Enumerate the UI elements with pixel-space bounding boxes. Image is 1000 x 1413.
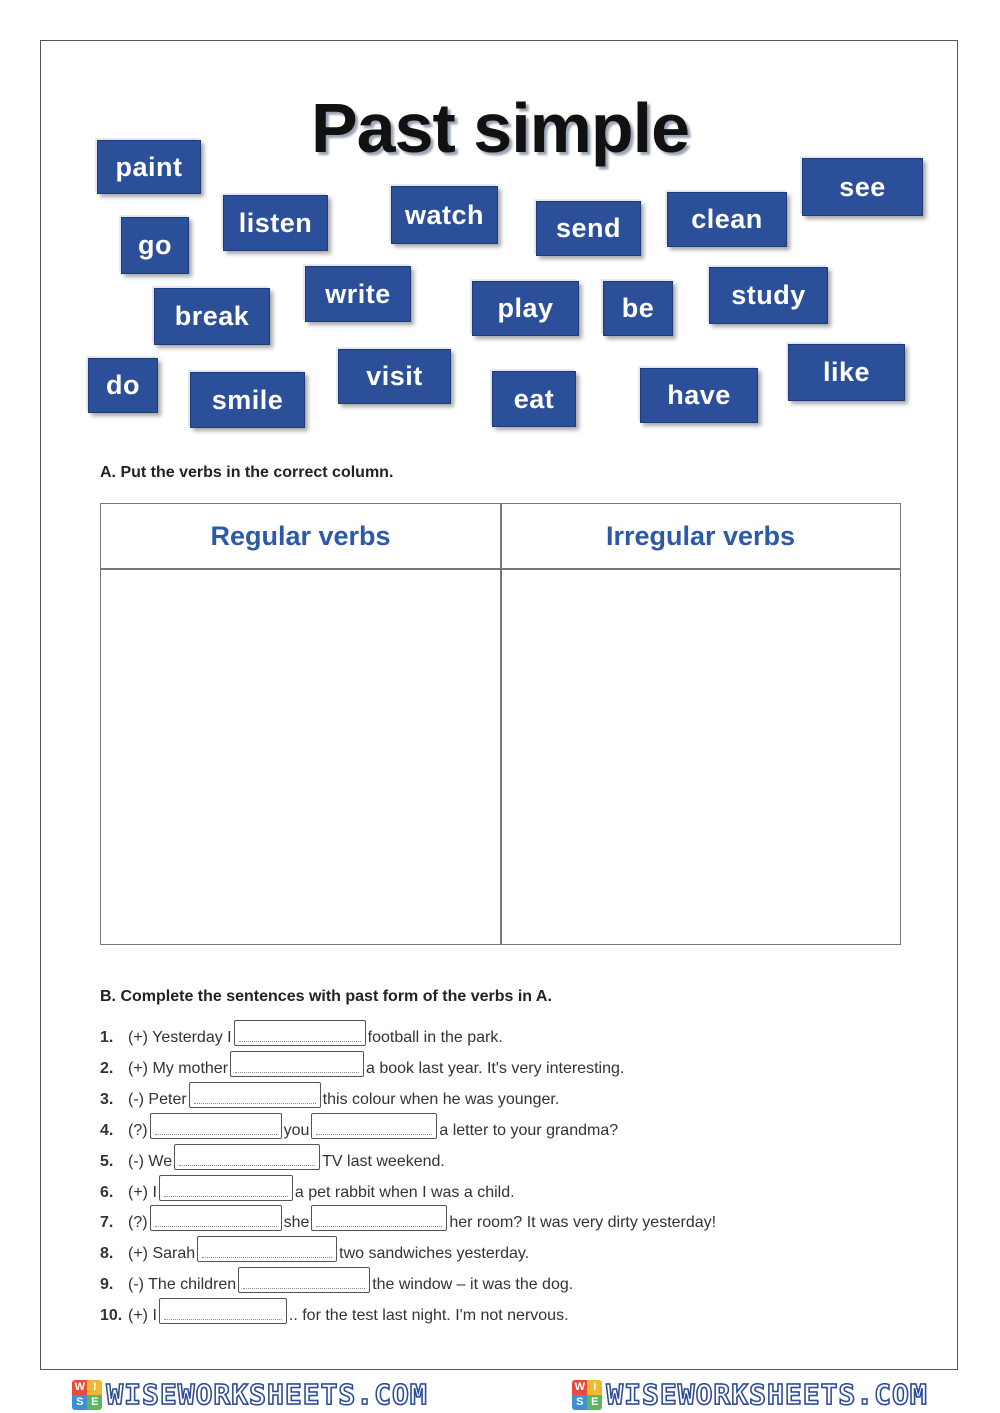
sentence-text: this colour when he was younger. bbox=[322, 1091, 560, 1108]
watermark-text: WISEWORKSHEETS.COM bbox=[106, 1378, 428, 1411]
answer-input-9[interactable] bbox=[238, 1267, 370, 1293]
verb-chip-have[interactable]: have bbox=[640, 368, 758, 423]
watermark-group bbox=[72, 1378, 427, 1411]
logo-letter: I bbox=[87, 1380, 102, 1395]
sentence-text: she bbox=[283, 1214, 310, 1231]
irregular-verbs-drop-area[interactable] bbox=[502, 570, 899, 944]
section-a-instruction: A. Put the verbs in the correct column. bbox=[100, 464, 394, 481]
verb-sort-table bbox=[100, 503, 901, 945]
sentence-text: (-) We bbox=[128, 1153, 173, 1170]
sentence-text: a pet rabbit when I was a child. bbox=[294, 1184, 515, 1201]
answer-input-4b[interactable] bbox=[311, 1113, 437, 1139]
logo-letter: E bbox=[587, 1395, 602, 1410]
logo-letter: S bbox=[72, 1395, 87, 1410]
logo-letter: I bbox=[587, 1380, 602, 1395]
sentence-text: a book last year. It's very interesting. bbox=[366, 1060, 625, 1077]
item-number: 1. bbox=[100, 1029, 114, 1046]
exercise-item-1 bbox=[100, 1023, 503, 1053]
verb-chip-clean[interactable]: clean bbox=[667, 192, 787, 247]
verb-chip-go[interactable]: go bbox=[121, 217, 189, 274]
answer-input-10[interactable] bbox=[159, 1298, 287, 1324]
verb-chip-smile[interactable]: smile bbox=[190, 372, 305, 428]
verb-chip-listen[interactable]: listen bbox=[223, 195, 328, 251]
sentence-text: you bbox=[283, 1122, 310, 1139]
item-number: 8. bbox=[100, 1245, 114, 1262]
irregular-verbs-header: Irregular verbs bbox=[605, 520, 796, 551]
sentence-text: two sandwiches yesterday. bbox=[339, 1245, 530, 1262]
sentence-text: .. for the test last night. I'm not nervous. bbox=[288, 1307, 569, 1324]
sentence-text: TV last weekend. bbox=[322, 1153, 445, 1170]
verb-chip-study[interactable]: study bbox=[709, 267, 828, 324]
answer-input-8[interactable] bbox=[197, 1236, 337, 1262]
sentence-text: football in the park. bbox=[367, 1029, 503, 1046]
exercise-item-7 bbox=[100, 1208, 716, 1238]
exercise-item-9 bbox=[100, 1270, 573, 1300]
verb-chip-paint[interactable]: paint bbox=[97, 140, 201, 194]
verb-chip-like[interactable]: like bbox=[788, 344, 905, 401]
exercise-item-5 bbox=[100, 1147, 445, 1177]
answer-input-2[interactable] bbox=[230, 1051, 364, 1077]
sentence-text: (+) Yesterday I bbox=[128, 1029, 232, 1046]
item-number: 5. bbox=[100, 1153, 114, 1170]
verb-chip-see[interactable]: see bbox=[802, 158, 923, 216]
exercise-item-8 bbox=[100, 1239, 529, 1269]
worksheet-title: Past simple bbox=[310, 89, 690, 167]
item-number: 3. bbox=[100, 1091, 114, 1108]
answer-input-7b[interactable] bbox=[311, 1205, 447, 1231]
answer-input-5[interactable] bbox=[174, 1144, 320, 1170]
answer-input-4a[interactable] bbox=[150, 1113, 282, 1139]
wiseworksheets-logo bbox=[72, 1380, 102, 1410]
sentence-text: her room? It was very dirty yesterday! bbox=[449, 1214, 717, 1231]
answer-input-3[interactable] bbox=[189, 1082, 321, 1108]
item-number: 4. bbox=[100, 1122, 114, 1139]
regular-verbs-header: Regular verbs bbox=[210, 520, 391, 551]
sentence-text: (-) Peter bbox=[128, 1091, 187, 1108]
logo-letter: S bbox=[572, 1395, 587, 1410]
sentence-text: (+) I bbox=[128, 1307, 157, 1324]
sentence-text: (+) Sarah bbox=[128, 1245, 196, 1262]
item-number: 6. bbox=[100, 1184, 114, 1201]
logo-letter: E bbox=[87, 1395, 102, 1410]
sentence-text: the window – it was the dog. bbox=[372, 1276, 574, 1293]
answer-input-6[interactable] bbox=[159, 1175, 293, 1201]
verb-chip-do[interactable]: do bbox=[88, 358, 158, 413]
answer-input-1[interactable] bbox=[234, 1020, 366, 1046]
wiseworksheets-logo bbox=[572, 1380, 602, 1410]
verb-chip-write[interactable]: write bbox=[305, 266, 411, 322]
verb-chip-watch[interactable]: watch bbox=[391, 186, 498, 244]
watermark-footer bbox=[0, 1376, 1000, 1413]
item-number: 7. bbox=[100, 1214, 114, 1231]
sentence-text: (?) bbox=[128, 1122, 148, 1139]
sentence-text: (+) My mother bbox=[128, 1060, 229, 1077]
verb-chip-send[interactable]: send bbox=[536, 201, 641, 256]
exercise-item-2 bbox=[100, 1054, 624, 1084]
exercise-item-4 bbox=[100, 1116, 618, 1146]
exercise-item-6 bbox=[100, 1178, 515, 1208]
sentence-text: a letter to your grandma? bbox=[439, 1122, 619, 1139]
watermark-text: WISEWORKSHEETS.COM bbox=[606, 1378, 928, 1411]
exercise-item-10 bbox=[100, 1301, 569, 1331]
verb-chip-break[interactable]: break bbox=[154, 288, 270, 345]
verb-chip-be[interactable]: be bbox=[603, 281, 673, 336]
verb-chip-play[interactable]: play bbox=[472, 281, 579, 336]
regular-verbs-drop-area[interactable] bbox=[101, 570, 498, 944]
sentence-text: (?) bbox=[128, 1214, 148, 1231]
section-b-instruction: B. Complete the sentences with past form of the verbs in A. bbox=[100, 988, 552, 1005]
exercise-item-3 bbox=[100, 1085, 559, 1115]
item-number: 2. bbox=[100, 1060, 114, 1077]
item-number: 9. bbox=[100, 1276, 114, 1293]
sentence-text: (+) I bbox=[128, 1184, 157, 1201]
verb-chip-eat[interactable]: eat bbox=[492, 371, 576, 427]
logo-letter: W bbox=[72, 1380, 87, 1395]
verb-chip-visit[interactable]: visit bbox=[338, 349, 451, 404]
watermark-group bbox=[572, 1378, 927, 1411]
item-number: 10. bbox=[100, 1307, 123, 1324]
sentence-text: (-) The children bbox=[128, 1276, 237, 1293]
answer-input-7a[interactable] bbox=[150, 1205, 282, 1231]
logo-letter: W bbox=[572, 1380, 587, 1395]
